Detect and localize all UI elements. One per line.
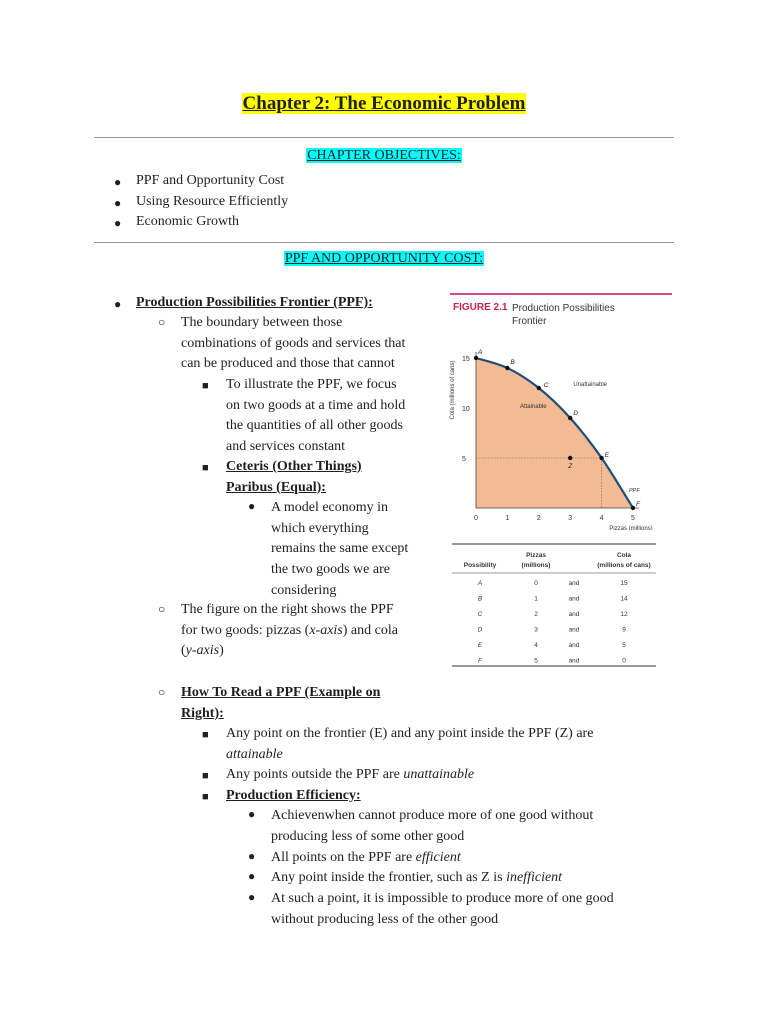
text-line: At such a point, it is impossible to produce more of one good: [271, 891, 614, 906]
ppf-chart: [440, 330, 674, 530]
bullet-icon: [158, 315, 165, 330]
bullet-icon: [202, 727, 209, 742]
text-line: the two goods we are: [271, 562, 390, 578]
model-item: [248, 498, 408, 602]
x-tick-label: 3: [568, 515, 573, 522]
table-header: Cola: [616, 552, 632, 559]
attainable-label: Attainable: [519, 404, 547, 410]
text-line: producing less of some other good: [271, 828, 465, 844]
text-line: Any point on the frontier (E) and any point inside the PPF (Z) are: [226, 726, 594, 741]
bullet-icon: [114, 172, 121, 193]
point-label: Z: [568, 463, 573, 470]
table-cell: 9: [622, 626, 626, 634]
ppf-notes: [114, 293, 434, 314]
objectives-heading: CHAPTER OBJECTIVES:: [307, 148, 461, 163]
attainable-area: [476, 358, 633, 508]
table-header: (millions of cans): [597, 562, 651, 569]
bullet-icon: [202, 378, 209, 393]
y-tick-label: 15: [462, 356, 470, 363]
x-tick-label: 5: [631, 515, 635, 522]
bullet-icon: [202, 768, 209, 783]
text-line: Paribus (Equal):: [226, 479, 326, 495]
figure-right-item: [158, 600, 398, 662]
objectives-list: [114, 171, 288, 233]
text-line: The figure on the right shows the PPF: [181, 602, 394, 617]
point-e: [599, 456, 603, 460]
table-cell: 14: [620, 595, 628, 603]
bullet-icon: [248, 807, 255, 822]
text-line: on two goods at a time and hold: [226, 397, 406, 413]
point-label: B: [510, 359, 515, 366]
point-label: E: [604, 452, 609, 459]
illustrate-item: [202, 375, 405, 458]
bullet-icon: [248, 499, 255, 514]
x-tick-label: 0: [474, 515, 478, 522]
ppf-section-heading: PPF AND OPPORTUNITY COST:: [284, 251, 484, 266]
unattainable-label: Unattainable: [573, 382, 608, 388]
point-d: [568, 416, 572, 420]
text-line: the quantities of all other goods: [226, 418, 403, 434]
x-tick-label: 2: [536, 515, 541, 522]
text-line: without producing less of the other good: [271, 911, 499, 927]
bullet-icon: [202, 460, 209, 475]
list-item: ● Economic Growth: [114, 212, 288, 233]
table-cell: C: [477, 611, 483, 618]
point-c: [537, 386, 541, 390]
bullet-icon: [114, 294, 121, 315]
bullet-icon: [158, 685, 165, 700]
table-cell: and: [568, 657, 580, 665]
list-item: ● PPF and Opportunity Cost: [114, 171, 288, 192]
text-line: combinations of goods and services that: [181, 335, 406, 351]
y-tick-label: 5: [462, 456, 466, 463]
table-cell: 4: [534, 642, 538, 649]
table-cell: F: [478, 657, 482, 665]
text-line: Any point inside the frontier, such as Z is inefficient: [271, 870, 563, 885]
text-line: Any points outside the PPF are unattainable: [226, 767, 475, 782]
text-line: A model economy in: [271, 500, 389, 515]
table-cell: 0: [534, 580, 538, 587]
table-cell: and: [568, 595, 580, 603]
text-line: (y-axis): [181, 643, 224, 659]
text-line: which everything: [271, 520, 369, 536]
table-cell: 15: [620, 580, 628, 587]
table-header: (millions): [521, 562, 551, 569]
table-cell: and: [568, 611, 580, 618]
figure-number: FIGURE 2.1: [453, 302, 508, 313]
y-tick-label: 10: [462, 406, 470, 413]
list-item: ● Production Possibilities Frontier (PPF):: [114, 293, 434, 314]
figure-top-rule: [450, 293, 672, 295]
text-line: Production Efficiency:: [226, 788, 361, 803]
table-cell: 2: [534, 611, 538, 618]
bullet-icon: [114, 193, 121, 214]
point-f: [631, 506, 635, 510]
boundary-item: [158, 313, 405, 375]
table-cell: B: [477, 595, 483, 603]
table-header: Possibility: [463, 562, 497, 569]
text-line: Ceteris (Other Things): [226, 459, 362, 474]
table-cell: and: [568, 626, 580, 634]
outside-item: [202, 765, 474, 786]
list-item: ● Using Resource Efficiently: [114, 192, 288, 213]
text-line: To illustrate the PPF, we focus: [226, 377, 397, 392]
divider: [94, 137, 674, 138]
ceteris-item: [202, 457, 362, 498]
text-line: attainable: [226, 746, 283, 762]
bullet-icon: [158, 602, 165, 617]
bullet-icon: [114, 213, 121, 234]
bullet-icon: [202, 789, 209, 804]
text-line: remains the same except: [271, 541, 409, 557]
point-z: [568, 456, 572, 460]
table-cell: 5: [534, 657, 538, 665]
y-axis-label: Cola (millions of cans): [450, 360, 456, 420]
bullet-icon: [248, 869, 255, 884]
text-line: Achievenwhen cannot produce more of one good without: [271, 808, 594, 823]
point-label: F: [636, 501, 640, 508]
x-axis-label: Pizzas (millions): [609, 526, 653, 530]
bullet-icon: [248, 890, 255, 905]
table-cell: and: [568, 642, 580, 649]
point-a: [474, 356, 478, 360]
ppf-label: PPF: [629, 488, 640, 494]
point-b: [505, 366, 509, 370]
efficiency-item: [202, 786, 361, 807]
table-cell: 12: [620, 611, 628, 618]
table-cell: D: [477, 626, 483, 634]
table-header: Pizzas: [526, 552, 546, 559]
table-cell: 1: [534, 595, 538, 603]
bullet-icon: [248, 849, 255, 864]
achieve-item: [248, 806, 593, 847]
point-label: D: [573, 410, 578, 417]
inefficient-item: [248, 868, 562, 889]
point-label: A: [478, 349, 483, 356]
efficient-item: [248, 848, 461, 869]
divider: [94, 242, 674, 243]
how-to-read-item: [158, 683, 380, 724]
text-line: The boundary between those: [181, 315, 343, 330]
impossible-item: [248, 889, 614, 930]
table-cell: 3: [534, 626, 538, 634]
x-tick-label: 4: [599, 515, 604, 522]
figure-title: Production Possibilities Frontier: [512, 303, 615, 327]
table-cell: A: [477, 580, 483, 587]
text-line: How To Read a PPF (Example on: [181, 685, 381, 700]
page-title: Chapter 2: The Economic Problem: [242, 93, 526, 114]
table-cell: 0: [622, 657, 626, 665]
point-label: C: [543, 382, 549, 389]
text-line: can be produced and those that cannot: [181, 356, 395, 372]
ppf-table: [450, 540, 658, 670]
text-line: and services constant: [226, 439, 345, 455]
attainable-item: [202, 724, 593, 765]
x-tick-label: 1: [505, 515, 510, 522]
text-line: for two goods: pizzas (x-axis) and cola: [181, 622, 398, 638]
table-cell: 5: [622, 642, 626, 649]
table-cell: E: [477, 642, 483, 649]
text-line: considering: [271, 582, 337, 598]
text-line: All points on the PPF are efficient: [271, 850, 461, 865]
table-cell: and: [568, 580, 580, 587]
text-line: Right):: [181, 705, 224, 721]
